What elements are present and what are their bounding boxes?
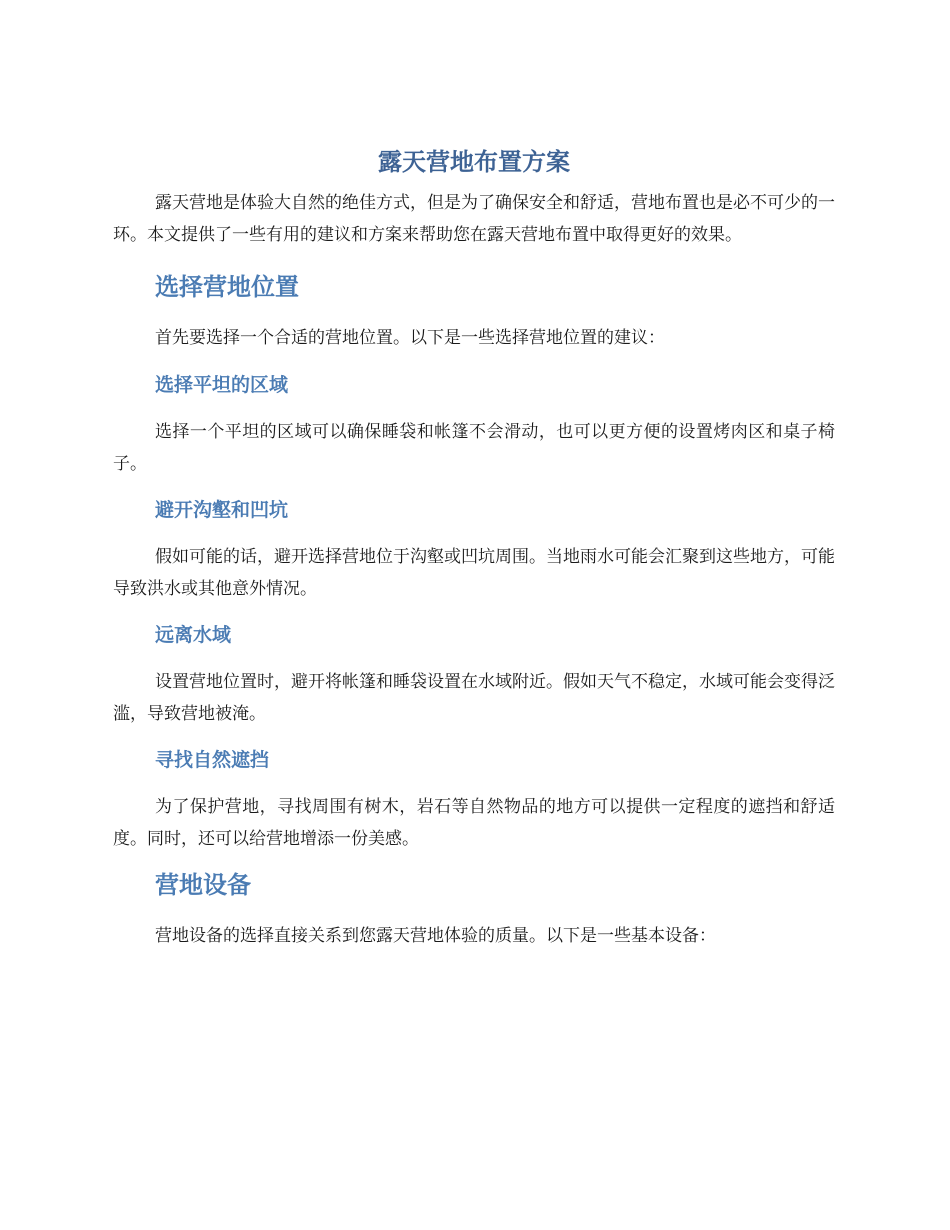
subsection-paragraph-avoid-gullies: 假如可能的话，避开选择营地位于沟壑或凹坑周围。当地雨水可能会汇聚到这些地方，可能导致洪水或其他意外情况。 xyxy=(113,547,835,599)
subsection-heading-flat-area: 选择平坦的区域 xyxy=(155,374,289,396)
section-paragraph-camp-equipment: 营地设备的选择直接关系到您露天营地体验的质量。以下是一些基本设备： xyxy=(155,926,716,946)
document-title: 露天营地布置方案 xyxy=(378,148,570,176)
subsection-paragraph-away-from-water: 设置营地位置时，避开将帐篷和睡袋设置在水域附近。假如天气不稳定，水域可能会变得泛滥，导致营地被淹。 xyxy=(113,672,835,724)
intro-paragraph: 露天营地是体验大自然的绝佳方式，但是为了确保安全和舒适，营地布置也是必不可少的一环。本文提供了一些有用的建议和方案来帮助您在露天营地布置中取得更好的效果。 xyxy=(113,193,835,245)
section-paragraph-campsite-location: 首先要选择一个合适的营地位置。以下是一些选择营地位置的建议： xyxy=(155,328,665,348)
subsection-heading-away-from-water: 远离水域 xyxy=(155,624,232,646)
document-body xyxy=(113,145,835,952)
section-heading-campsite-location: 选择营地位置 xyxy=(155,273,299,301)
section-heading-camp-equipment: 营地设备 xyxy=(155,871,251,899)
subsection-paragraph-flat-area: 选择一个平坦的区域可以确保睡袋和帐篷不会滑动，也可以更方便的设置烤肉区和桌子椅子。 xyxy=(113,422,835,474)
subsection-heading-avoid-gullies: 避开沟壑和凹坑 xyxy=(155,499,289,521)
subsection-heading-natural-shelter: 寻找自然遮挡 xyxy=(155,749,270,771)
subsection-paragraph-natural-shelter: 为了保护营地，寻找周围有树木，岩石等自然物品的地方可以提供一定程度的遮挡和舒适度。同时，还可以给营地增添一份美感。 xyxy=(113,797,835,849)
